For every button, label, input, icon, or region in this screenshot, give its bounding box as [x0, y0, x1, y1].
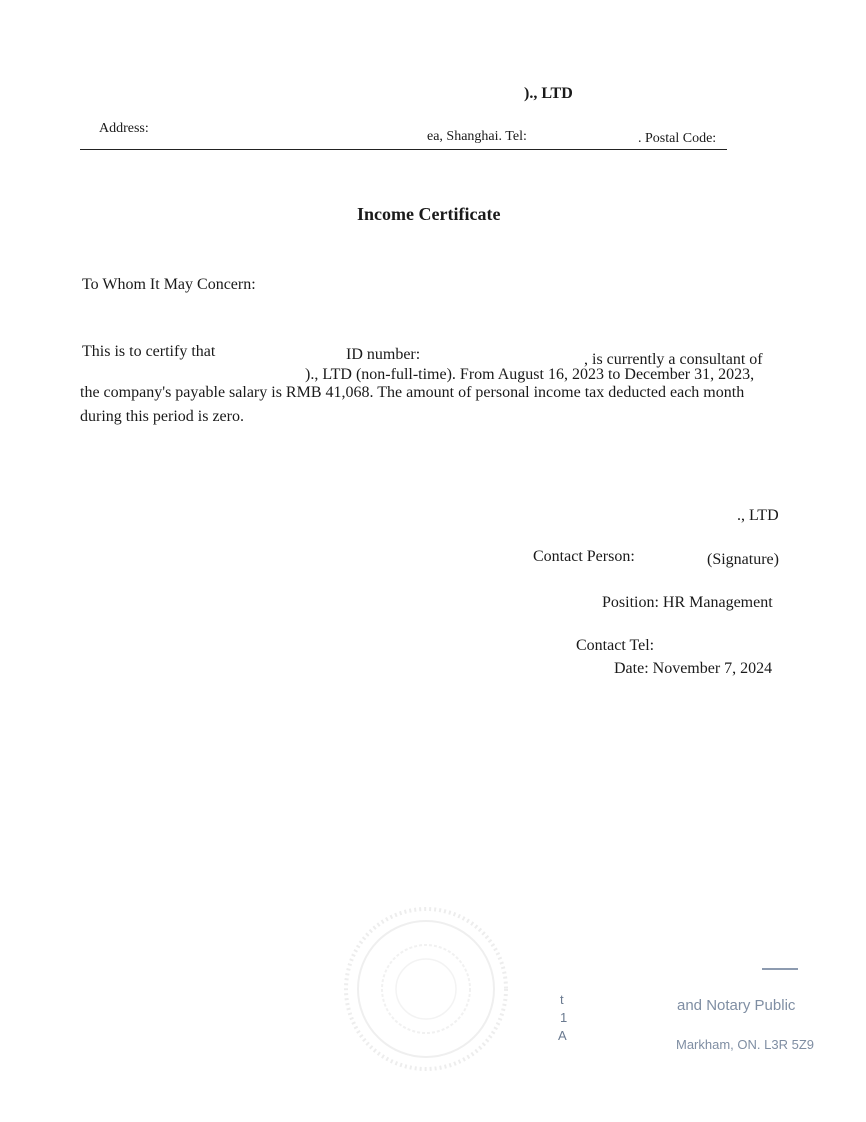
body-line-2: )., LTD (non-full-time). From August 16, 2023 to December 31, 2023,	[305, 366, 755, 383]
notary-title: and Notary Public	[677, 997, 796, 1014]
document-title: Income Certificate	[357, 204, 501, 224]
body-line-3: the company's payable salary is RMB 41,068. The amount of personal income tax deducted each month	[80, 384, 745, 401]
letterhead-divider	[80, 149, 727, 150]
letterhead-address-label: Address:	[99, 121, 149, 136]
salutation: To Whom It May Concern:	[82, 276, 256, 293]
notary-fragment-1: t	[560, 992, 564, 1007]
notary-fragment-2: 1	[560, 1010, 568, 1025]
letterhead-postal-code: . Postal Code:	[638, 131, 717, 146]
signature-label: (Signature)	[707, 551, 779, 568]
document-date: Date: November 7, 2024	[614, 660, 773, 677]
notary-stamp-mark	[762, 968, 798, 970]
body-line-1-end: , is currently a consultant of	[584, 351, 763, 368]
body-line-1-id-label: ID number:	[346, 346, 421, 363]
notary-seal	[342, 905, 510, 1073]
notary-address: Markham, ON. L3R 5Z9	[676, 1037, 814, 1052]
position-label: Position: HR Management	[602, 594, 773, 611]
letterhead-company: )., LTD	[524, 85, 573, 102]
contact-person-label: Contact Person:	[533, 548, 635, 565]
contact-tel-label: Contact Tel:	[576, 637, 655, 654]
notary-fragment-3: A	[558, 1028, 567, 1043]
letterhead-address-city-phone: ea, Shanghai. Tel:	[427, 129, 527, 144]
body-line-1-start: This is to certify that	[82, 343, 216, 360]
signoff-company: ., LTD	[737, 507, 779, 524]
body-line-4: during this period is zero.	[80, 408, 244, 425]
